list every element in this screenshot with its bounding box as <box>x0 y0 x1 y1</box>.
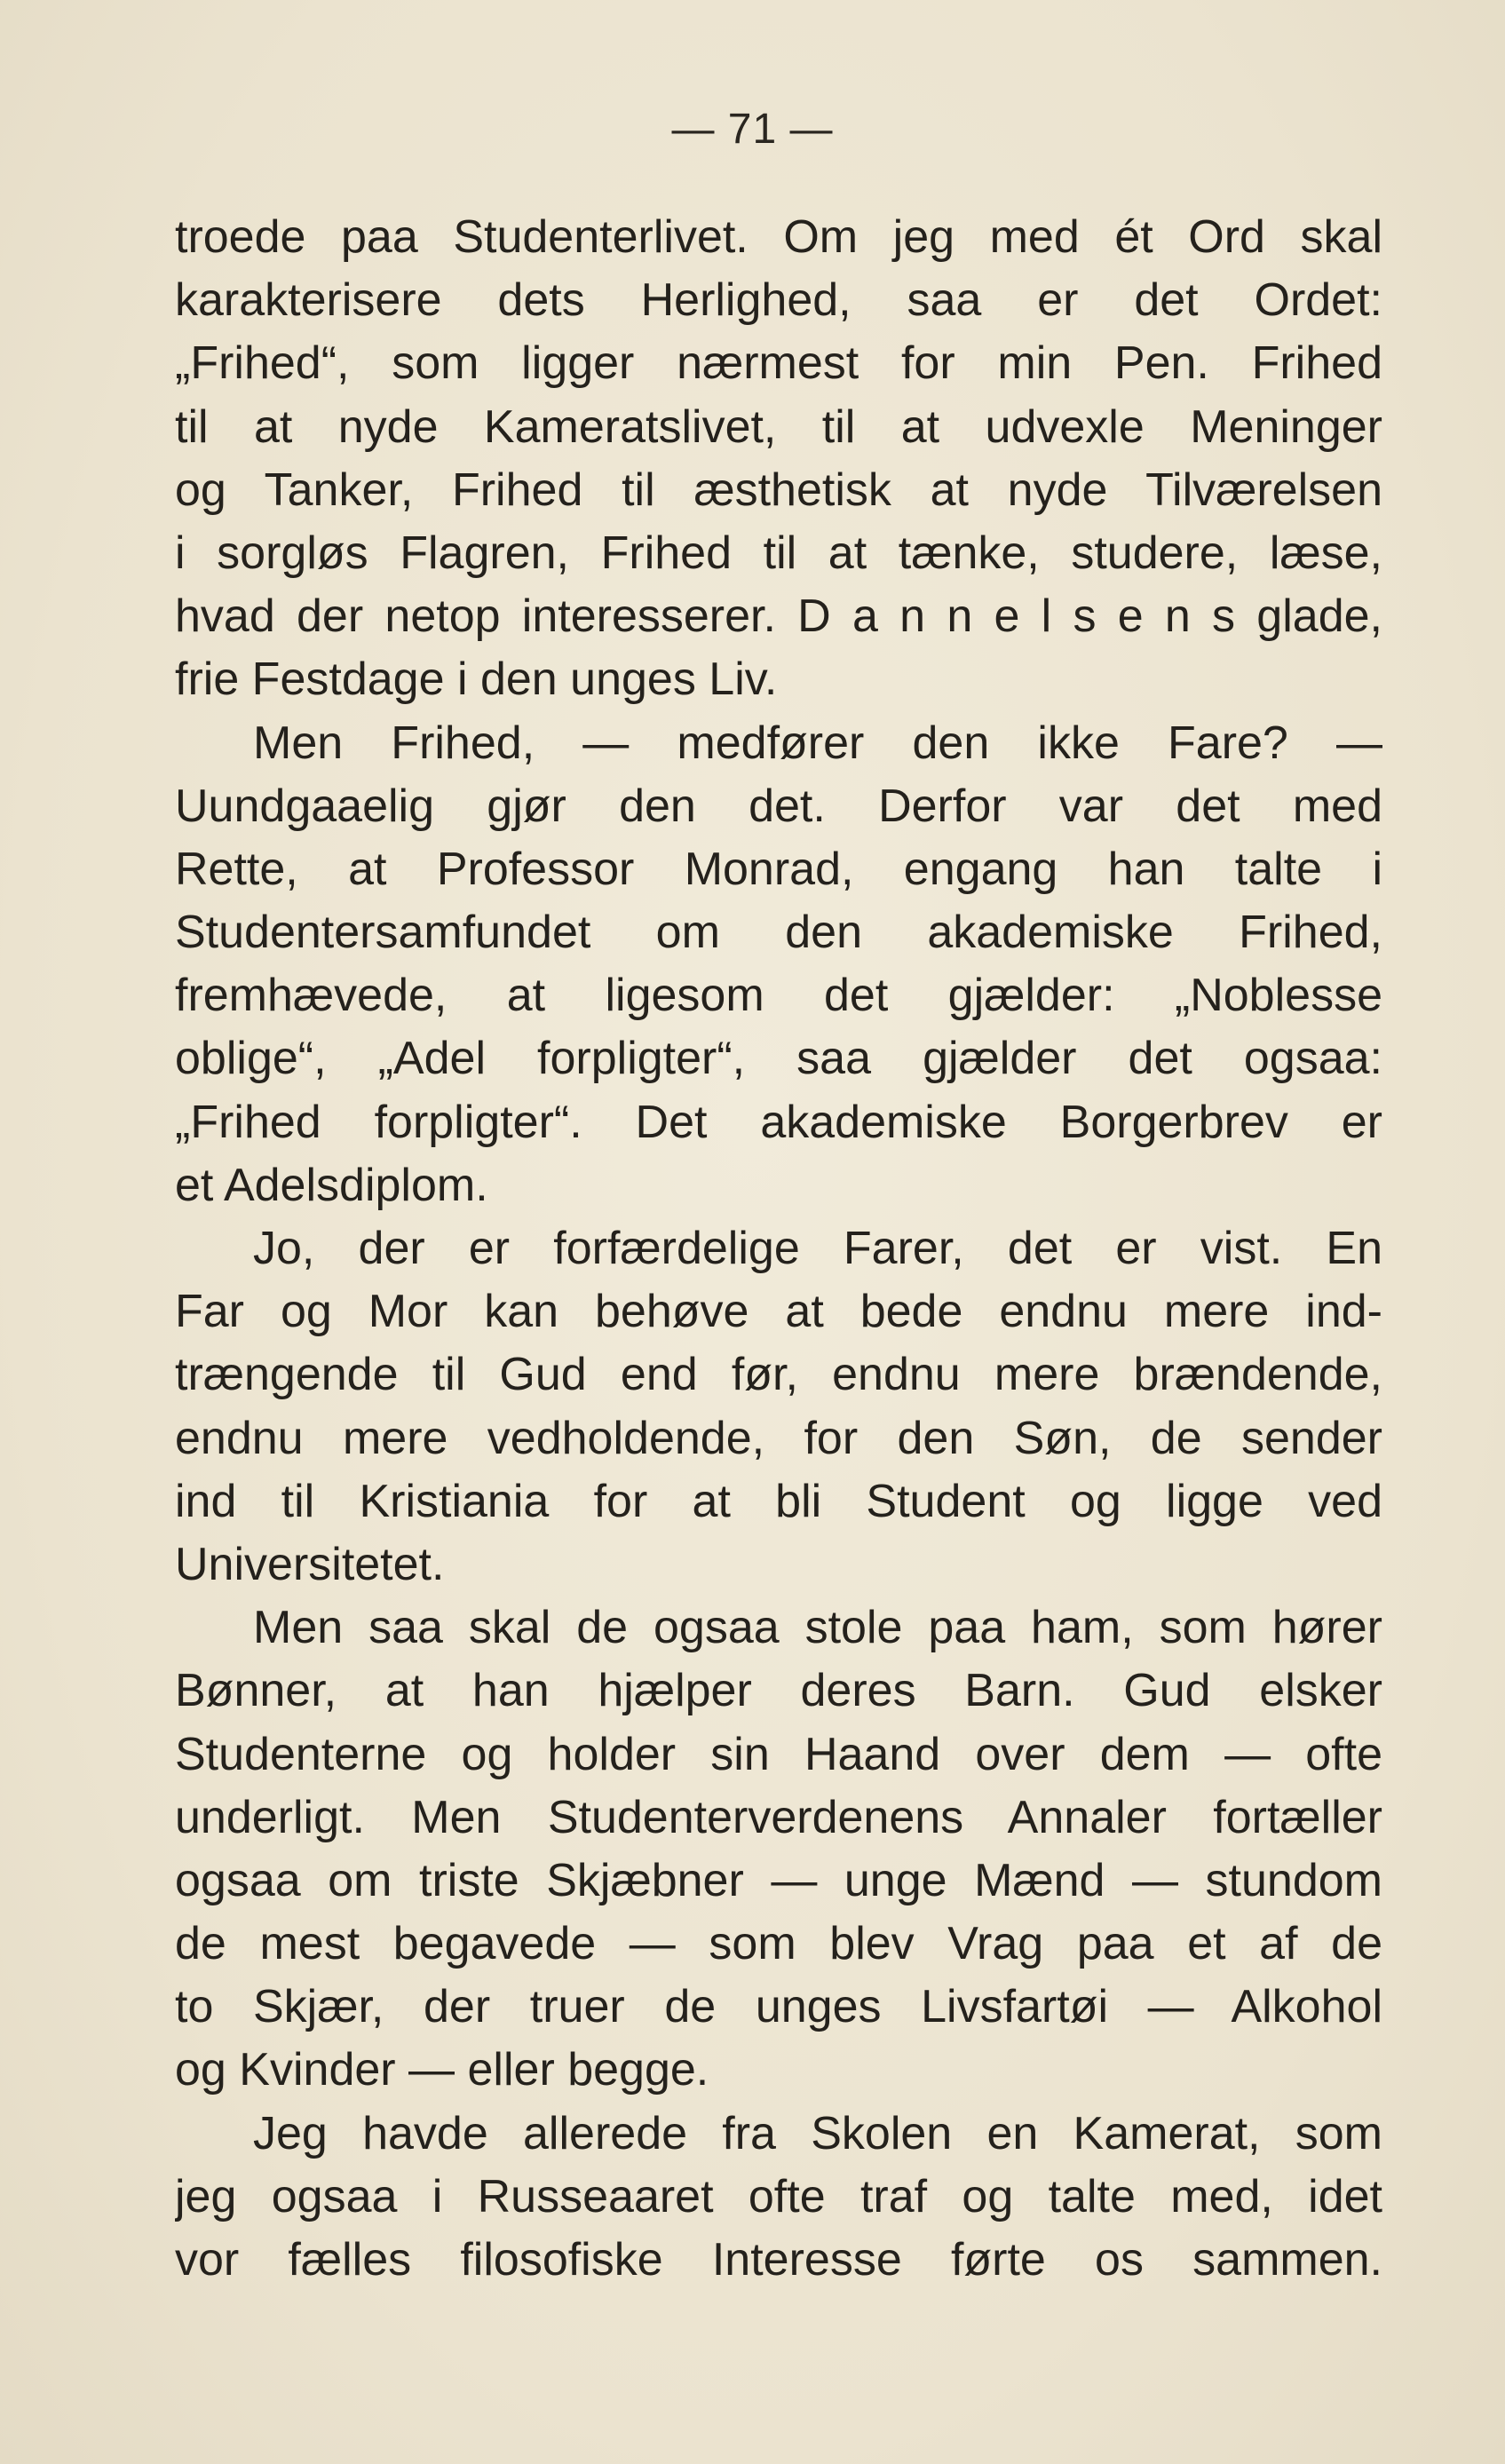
text-line: ind til Kristiania for at bli Student og ligge ved <box>175 1475 1382 1527</box>
body-text <box>175 206 1382 2292</box>
text-line: Bønner, at han hjælper deres Barn. Gud elsker <box>175 1665 1382 1717</box>
text-line: trængende til Gud end før, endnu mere brændende, <box>175 1349 1382 1401</box>
text-line: karakterisere dets Herlighed, saa er det Ordet: <box>175 274 1382 327</box>
text-line: Universitetet. <box>175 1538 445 1590</box>
text-line: to Skjær, der truer de unges Livsfartøi — Alkohol <box>175 1981 1382 2033</box>
text-line: oblige“, „Adel forpligter“, saa gjælder det ogsaa: <box>175 1033 1382 1085</box>
text-line: ogsaa om triste Skjæbner — unge Mænd — stundom <box>175 1854 1382 1906</box>
text-line: Jeg havde allerede fra Skolen en Kamerat, som <box>253 2107 1382 2159</box>
text-line: Jo, der er forfærdelige Farer, det er vist. En <box>253 1223 1382 1274</box>
text-line: Men Frihed, — medfører den ikke Fare? — <box>253 717 1382 769</box>
text-line: et Adelsdiplom. <box>175 1159 488 1211</box>
text-line: Men saa skal de ogsaa stole paa ham, som hører <box>253 1602 1382 1654</box>
text-line: Rette, at Professor Monrad, engang han talte i <box>175 843 1382 895</box>
text-line: og Tanker, Frihed til æsthetisk at nyde Tilværelsen <box>175 463 1382 516</box>
text-line: til at nyde Kameratslivet, til at udvexle Meninger <box>175 400 1382 453</box>
text-line: vor fælles filosofiske Interesse førte os sammen. <box>175 2234 1382 2286</box>
text-line: underligt. Men Studenterverdenens Annaler fortæller <box>175 1791 1382 1843</box>
text-line: jeg ogsaa i Russeaaret ofte traf og talte med, idet <box>175 2170 1382 2222</box>
text-line: Uundgaaelig gjør den det. Derfor var det med <box>175 780 1382 832</box>
text-line: „Frihed forpligter“. Det akademiske Borgerbrev er <box>175 1096 1382 1148</box>
text-line: Studenterne og holder sin Haand over dem — ofte <box>175 1728 1382 1780</box>
text-line: „Frihed“, som ligger nærmest for min Pen. Frihed <box>175 337 1382 390</box>
text-line: hvad der netop interesserer. D a n n e l s e n s glade, <box>175 590 1382 643</box>
text-line: i sorgløs Flagren, Frihed til at tænke, studere, læse, <box>175 527 1382 579</box>
text-line: endnu mere vedholdende, for den Søn, de sender <box>175 1412 1382 1464</box>
text-line: de mest begavede — som blev Vrag paa et af de <box>175 1918 1382 1970</box>
text-line: Studentersamfundet om den akademiske Frihed, <box>175 907 1382 959</box>
page-number: — 71 — <box>671 106 834 153</box>
text-line: og Kvinder — eller begge. <box>175 2044 709 2096</box>
text-line: Far og Mor kan behøve at bede endnu mere ind- <box>175 1286 1382 1338</box>
text-line: fremhævede, at ligesom det gjælder: „Noblesse <box>175 970 1382 1022</box>
text-line: troede paa Studenterlivet. Om jeg med ét Ord skal <box>175 211 1382 263</box>
text-line: frie Festdage i den unges Liv. <box>175 654 778 706</box>
